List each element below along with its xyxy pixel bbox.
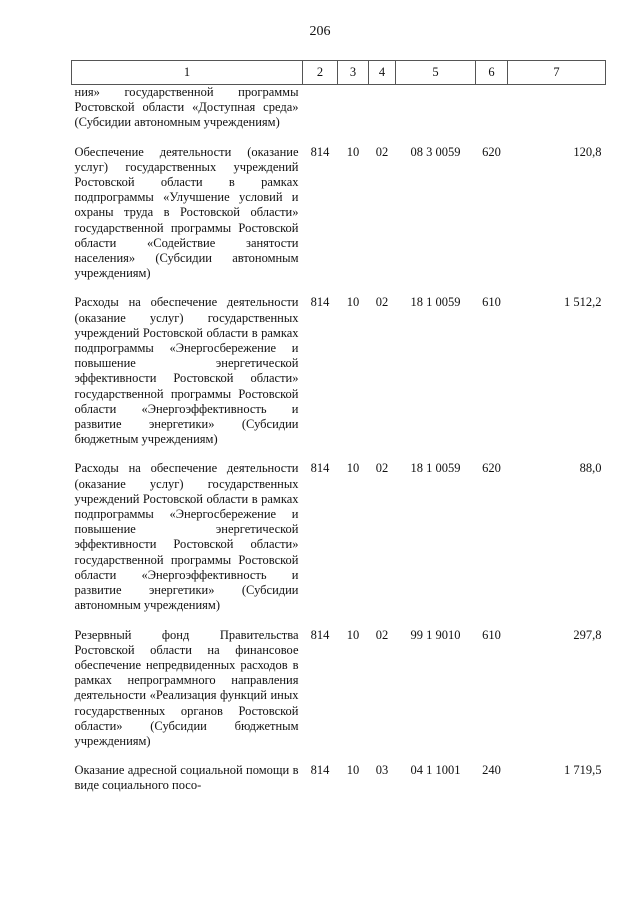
row-ministry-code: 814: [310, 295, 330, 310]
row-ministry-code: 814: [310, 144, 330, 159]
row-expense-type: 620: [482, 461, 501, 476]
row-section: 10: [346, 295, 360, 310]
row-amount: 297,8: [573, 627, 602, 642]
row-target-article: 18 1 0059: [410, 461, 461, 476]
row-ministry-code: [303, 85, 338, 145]
row-ministry-code: 814: [310, 627, 330, 642]
row-amount: 88,0: [579, 461, 602, 476]
row-target-article: 18 1 0059: [410, 295, 461, 310]
budget-table: [71, 60, 606, 808]
row-description: Резервный фонд Правительства Ростовской области на финансовое обеспечение непредвиденных расходов в рамках непрограммного направления деятельности «Реализация функций иных государственных органов Ростовской области» (Субсидии бюджетным учреждениям): [74, 627, 299, 748]
row-amount: 120,8: [573, 144, 602, 159]
table-row: [72, 295, 606, 461]
header-cell-6: 6: [476, 61, 508, 85]
row-section: 10: [346, 461, 360, 476]
header-cell-2: 2: [303, 61, 338, 85]
row-expense-type: 610: [482, 295, 501, 310]
row-section: [338, 85, 369, 145]
row-amount: 1 719,5: [564, 763, 602, 778]
row-subsection: 02: [375, 461, 389, 476]
row-subsection: [369, 85, 396, 145]
table-row: [72, 628, 606, 764]
table-header: [72, 61, 606, 85]
page-number: 206: [309, 24, 331, 39]
table-body: [72, 85, 606, 808]
table-row: [72, 145, 606, 296]
row-section: 10: [346, 763, 360, 778]
row-expense-type: 620: [482, 144, 501, 159]
header-row: [72, 61, 606, 85]
row-section: 10: [346, 144, 360, 159]
row-subsection: 02: [375, 627, 389, 642]
row-description: ния» государственной программы Ростовской области «Доступная среда» (Субсидии автономным учреждениям): [74, 85, 299, 130]
header-cell-5: 5: [396, 61, 476, 85]
table-row: [72, 461, 606, 627]
table-row: [72, 85, 606, 145]
row-expense-type: 610: [482, 627, 501, 642]
row-amount: 1 512,2: [564, 295, 602, 310]
table-row: [72, 763, 606, 807]
row-expense-type: 240: [482, 763, 501, 778]
row-subsection: 02: [375, 144, 389, 159]
row-target-article: 99 1 9010: [410, 627, 461, 642]
row-subsection: 02: [375, 295, 389, 310]
row-description: Расходы на обеспечение деятельности (оказание услуг) государственных учреждений Ростовской области в рамках подпрограммы «Энергосбережение и повышение энергетической эффективности Ростовской области» государственной программы Ростовской области «Энергоэффективность и развитие энергетики» (Субсидии автономным учреждениям): [74, 461, 299, 613]
row-target-article: 04 1 1001: [410, 763, 461, 778]
header-cell-7: 7: [508, 61, 606, 85]
row-section: 10: [346, 627, 360, 642]
row-target-article: [396, 85, 476, 145]
row-expense-type: [476, 85, 508, 145]
row-amount: [508, 85, 606, 145]
row-description: Оказание адресной социальной помощи в виде социального посо-: [74, 763, 299, 793]
row-description: Обеспечение деятельности (оказание услуг) государственных учреждений Ростовской области в рамках подпрограммы «Улучшение условий и охраны труда в Ростовской области» государственной программы Ростовской области «Содействие занятости населения» (Субсидии автономным учреждениям): [74, 144, 299, 281]
header-cell-3: 3: [338, 61, 369, 85]
header-cell-4: 4: [369, 61, 396, 85]
header-cell-1: 1: [72, 61, 303, 85]
row-ministry-code: 814: [310, 461, 330, 476]
row-description: Расходы на обеспечение деятельности (оказание услуг) государственных учреждений Ростовской области в рамках подпрограммы «Энергосбережение и повышение энергетической эффективности Ростовской области» государственной программы Ростовской области «Энергоэффективность и развитие энергетики» (Субсидии бюджетным учреждениям): [74, 295, 299, 447]
row-ministry-code: 814: [310, 763, 330, 778]
row-subsection: 03: [375, 763, 389, 778]
row-target-article: 08 3 0059: [410, 144, 461, 159]
